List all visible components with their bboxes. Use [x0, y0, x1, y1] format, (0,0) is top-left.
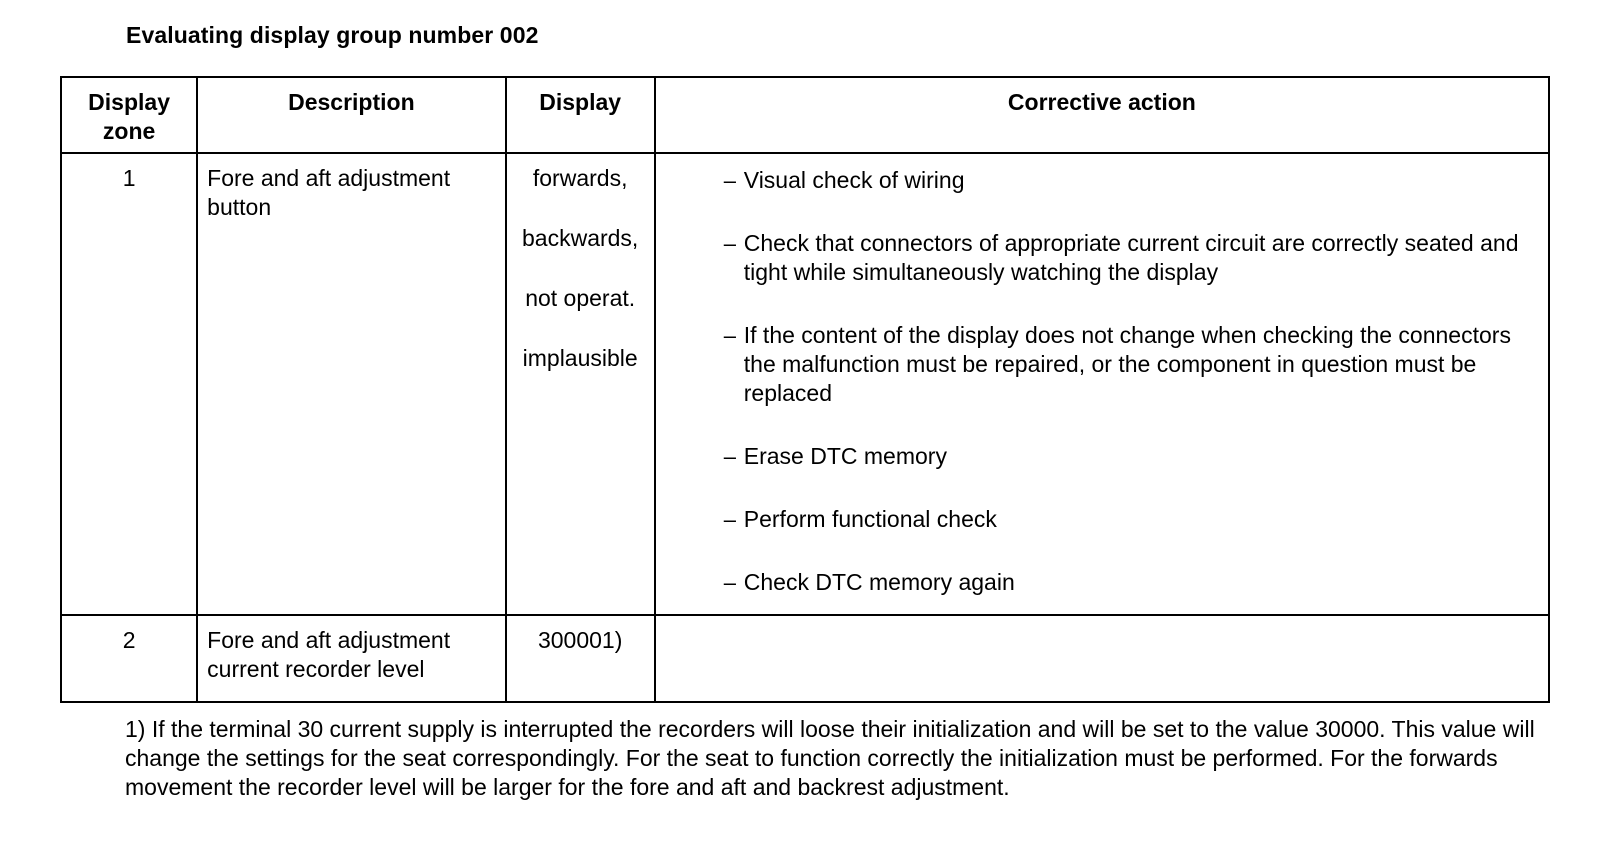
cell-corrective-action-empty: [655, 615, 1549, 702]
action-text: If the content of the display does not change when checking the connectors the malfunction must be repaired, or the component in question must be replaced: [743, 322, 1511, 406]
header-display: Display: [506, 77, 655, 153]
action-item: [724, 321, 1528, 408]
display-value: not operat.: [525, 285, 636, 311]
dash-bullet: –: [723, 168, 737, 193]
cell-display-value: 300001): [506, 615, 655, 702]
cell-corrective-actions: [655, 153, 1549, 615]
action-text: Check DTC memory again: [743, 569, 1015, 595]
action-text: Visual check of wiring: [743, 167, 965, 193]
cell-zone: 1: [61, 153, 197, 615]
action-item: [724, 229, 1528, 287]
dash-bullet: –: [723, 231, 737, 256]
footnote: 1) If the terminal 30 current supply is interrupted the recorders will loose their initialization and will be set to the value 30000. This value will change the settings for the seat correspondingly. For the seat to function correctly the initialization must be performed. For the forwards movement the recorder level will be larger for the fore and aft and backrest adjustment.: [125, 716, 1535, 800]
cell-zone: 2: [61, 615, 197, 702]
action-item: [724, 442, 1528, 471]
action-text: Perform functional check: [743, 506, 997, 532]
evaluation-table: [60, 76, 1550, 703]
dash-bullet: –: [723, 570, 737, 595]
action-item: [724, 166, 1528, 195]
table-header-row: [61, 77, 1549, 153]
dash-bullet: –: [723, 444, 737, 469]
table-row: [61, 153, 1549, 615]
display-value: backwards,: [522, 225, 639, 251]
dash-bullet: –: [723, 323, 737, 348]
page-title: Evaluating display group number 002: [126, 22, 539, 48]
cell-description: Fore and aft adjustment button: [197, 153, 505, 615]
action-item: [724, 505, 1528, 534]
action-item: [724, 568, 1528, 597]
cell-display-values: [506, 153, 655, 615]
dash-bullet: –: [723, 507, 737, 532]
header-display-zone: Display zone: [61, 77, 197, 153]
cell-description: Fore and aft adjustment current recorder level: [197, 615, 505, 702]
action-text: Check that connectors of appropriate current circuit are correctly seated and tight while simultaneously watching the display: [743, 230, 1519, 285]
table-row: [61, 615, 1549, 702]
header-description: Description: [197, 77, 505, 153]
display-value: implausible: [522, 345, 638, 371]
header-corrective-action: Corrective action: [655, 77, 1549, 153]
display-value: forwards,: [532, 165, 628, 191]
action-text: Erase DTC memory: [743, 443, 947, 469]
